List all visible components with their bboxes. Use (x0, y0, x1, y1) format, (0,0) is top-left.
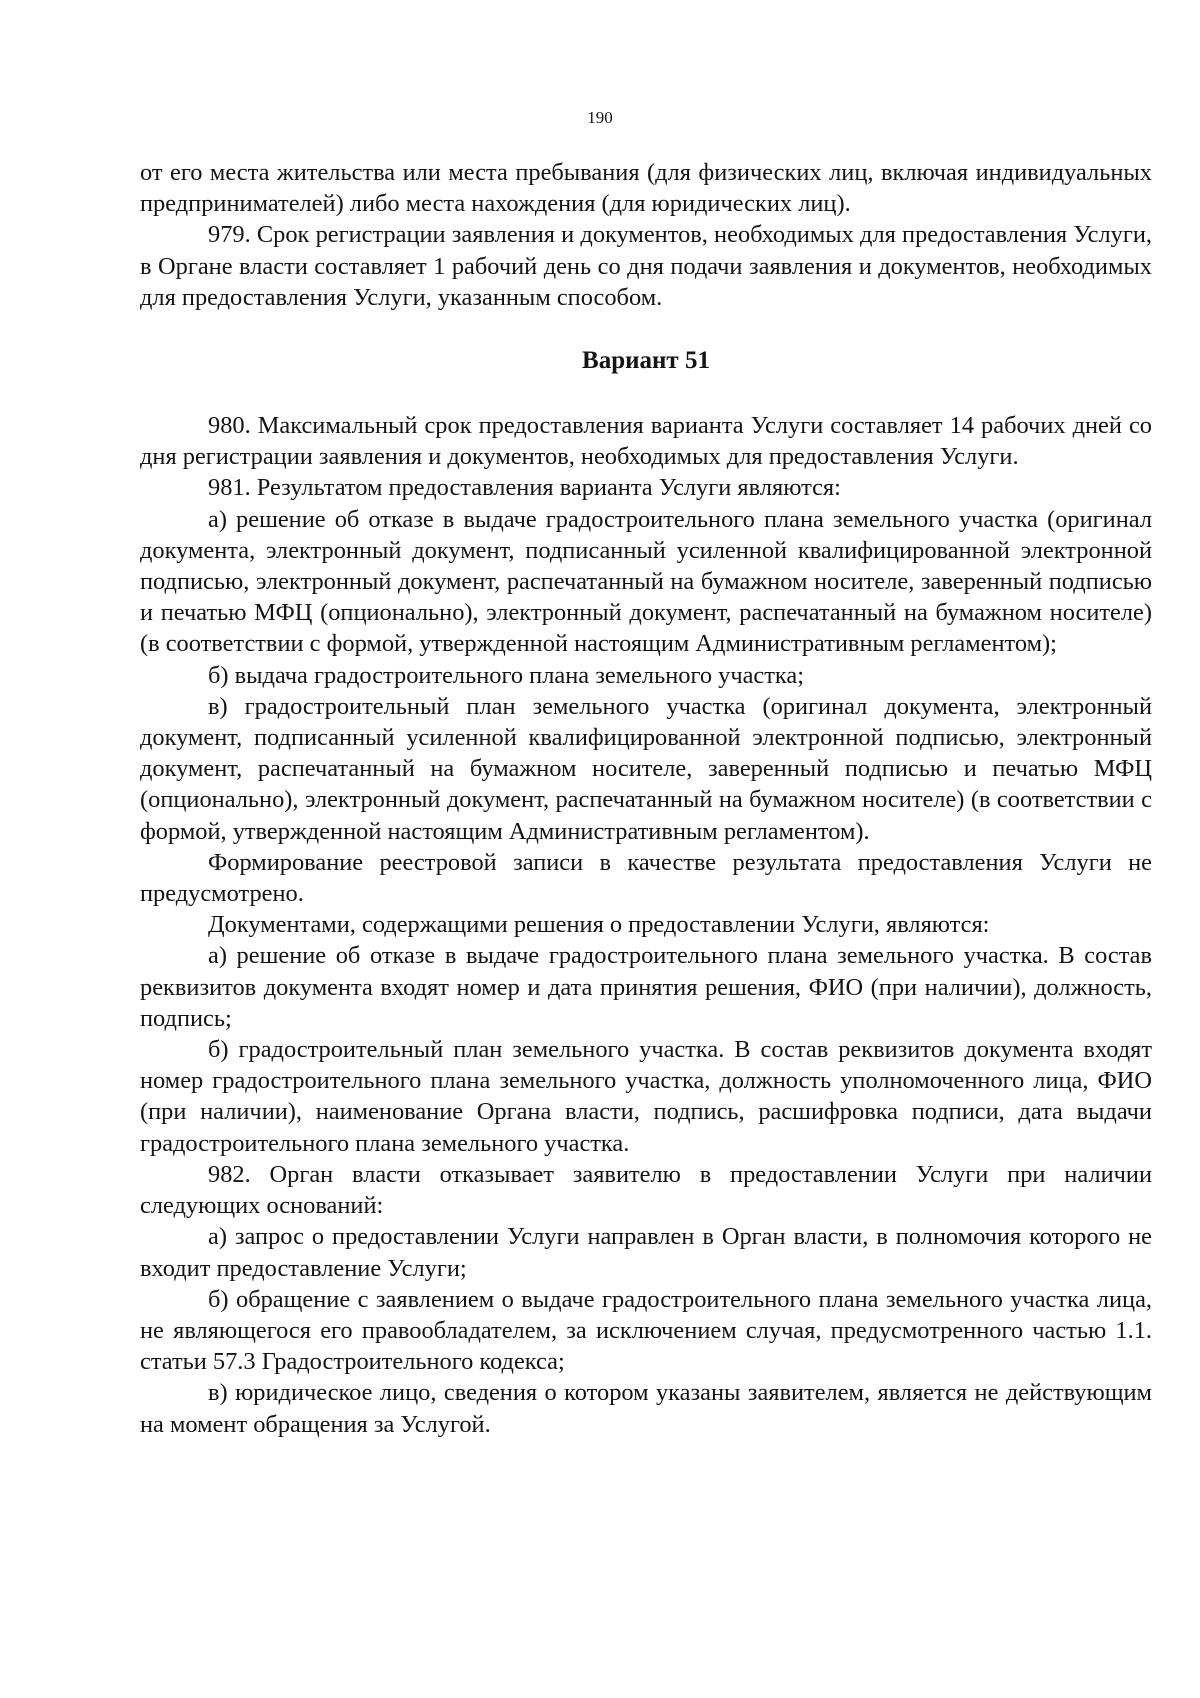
paragraph-979: 979. Срок регистрации заявления и документов, необходимых для предоставления Услуги, в Органе власти составляет 1 рабочий день со дня подачи заявления и документов, необходимых для предоставления Услуги, указанным способом. (140, 221, 1152, 311)
paragraph-981-b: б) выдача градостроительного плана земельного участка; (208, 661, 804, 689)
paragraph-decision-docs: Документами, содержащими решения о предоставлении Услуги, являются: (208, 911, 990, 939)
paragraph-982: 982. Орган власти отказывает заявителю в предоставлении Услуги при наличии следующих оснований: (140, 1160, 1152, 1220)
page-number: 190 (587, 108, 613, 127)
paragraph-980: 980. Максимальный срок предоставления варианта Услуги составляет 14 рабочих дней со дня регистрации заявления и документов, необходимых для предоставления Услуги. (140, 412, 1152, 471)
paragraph-registry-note: Формирование реестровой записи в качестве результата предоставления Услуги не предусмотрено. (140, 848, 1152, 908)
paragraph-982-a: а) запрос о предоставлении Услуги направлен в Орган власти, в полномочия которого не входит предоставление Услуги; (140, 1223, 1152, 1282)
paragraph-982-v: в) юридическое лицо, сведения о котором указаны заявителем, является не действующим на момент обращения за Услугой. (140, 1379, 1152, 1438)
paragraph-continuation: от его места жительства или места пребывания (для физических лиц, включая индивидуальных предпринимателей) либо места нахождения (для юридических лиц). (140, 159, 1152, 218)
section-heading: Вариант 51 (582, 347, 710, 375)
paragraph-decision-b: б) градостроительный план земельного участка. В состав реквизитов документа входят номер градостроительного плана земельного участка, должность уполномоченного лица, ФИО (при наличии), наименование Органа власти, подпись, расшифровка подписи, дата выдачи градостроительного плана земельного участка. (140, 1036, 1152, 1157)
paragraph-981: 981. Результатом предоставления варианта Услуги являются: (208, 474, 841, 502)
paragraph-981-v: в) градостроительный план земельного участка (оригинал документа, электронный документ, подписанный усиленной квалифицированной электронной подписью, электронный документ, распечатанный на бумажном носителе, заверенный подписью и печатью МФЦ (опционально), электронный документ, распечатанный на бумажном носителе) (в соответствии с формой, утвержденной настоящим Административным регламентом). (140, 692, 1152, 845)
paragraph-982-b: б) обращение с заявлением о выдаче градостроительного плана земельного участка лица, не являющегося его правообладателем, за исключением случая, предусмотренного частью 1.1. статьи 57.3 Градостроительного кодекса; (140, 1285, 1152, 1376)
document-body (140, 157, 1152, 1440)
paragraph-decision-a: а) решение об отказе в выдаче градостроительного плана земельного участка. В состав реквизитов документа входят номер и дата принятия решения, ФИО (при наличии), должность, подпись; (140, 942, 1152, 1032)
paragraph-981-a: а) решение об отказе в выдаче градостроительного плана земельного участка (оригинал документа, электронный документ, подписанный усиленной квалифицированной электронной подписью, электронный документ, распечатанный на бумажном носителе, заверенный подписью и печатью МФЦ (опционально), электронный документ, распечатанный на бумажном носителе) (в соответствии с формой, утвержденной настоящим Административным регламентом); (140, 505, 1152, 658)
